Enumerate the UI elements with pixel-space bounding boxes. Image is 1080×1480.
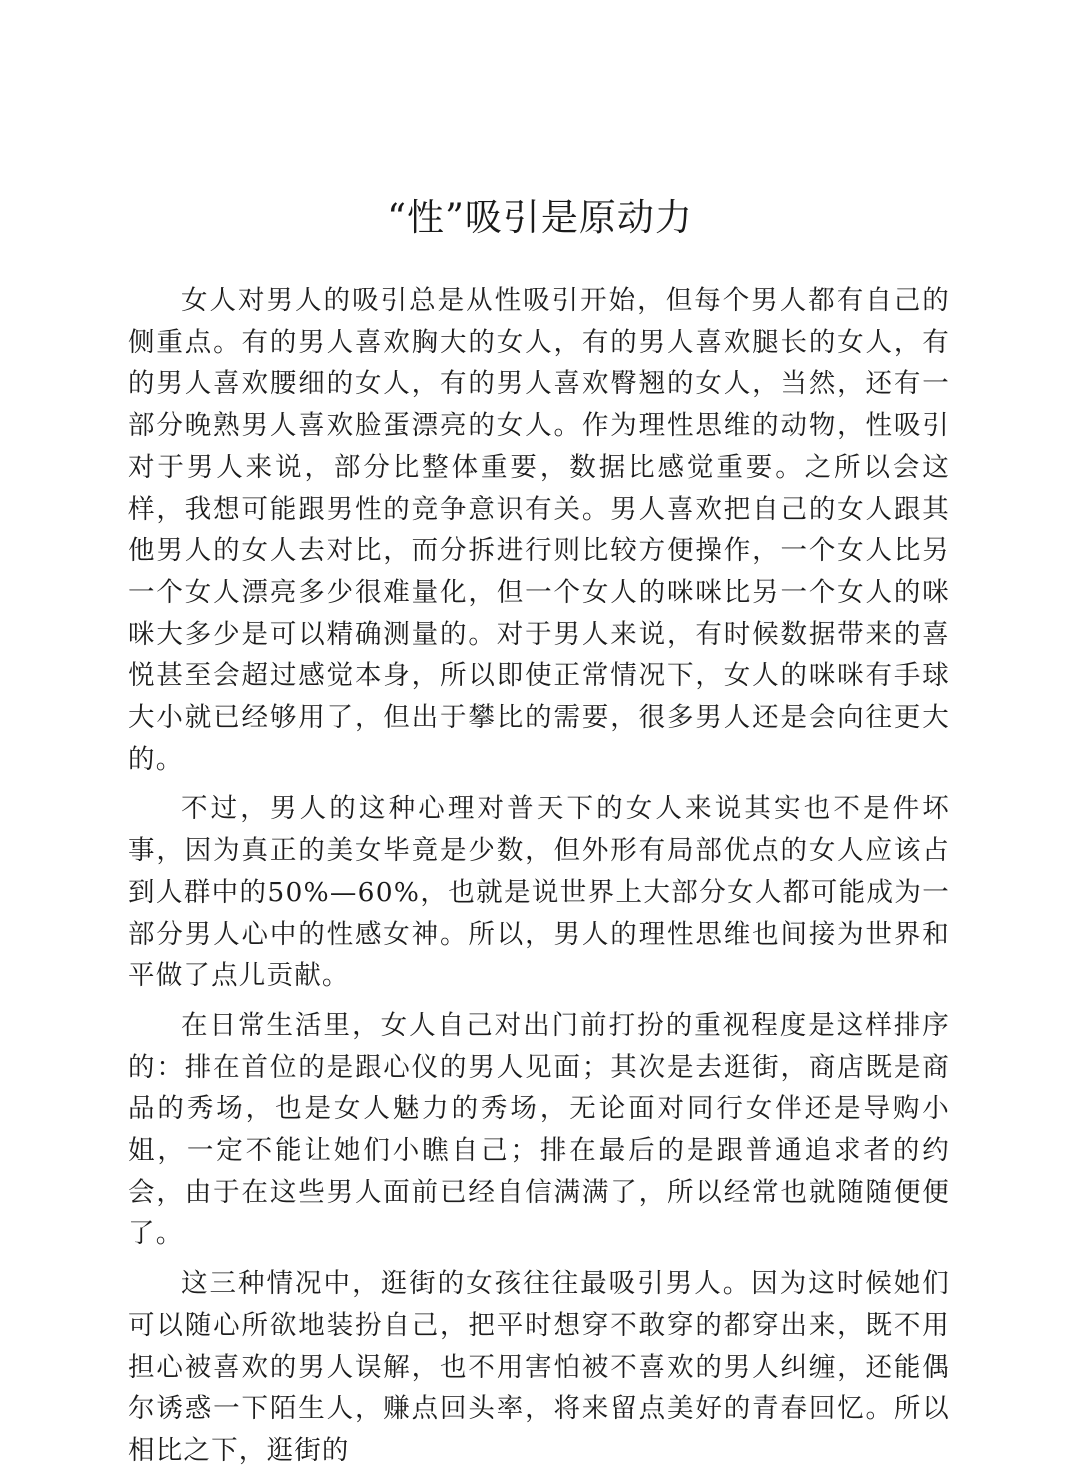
- chapter-title: “性”吸引是原动力: [387, 196, 693, 239]
- paragraph-3: 在日常生活里，女人自己对出门前打扮的重视程度是这样排序的：排在首位的是跟心仪的男人见面；其次是去逛街，商店既是商品的秀场，也是女人魅力的秀场，无论面对同行女伴还是导购小姐，一定不能让她们小瞧自己；排在最后的是跟普通追求者的约会，由于在这些男人面前已经自信满满了，所以经常也就随随便便了。: [128, 1009, 950, 1250]
- paragraph-2: 不过，男人的这种心理对普天下的女人来说其实也不是件坏事，因为真正的美女毕竟是少数，但外形有局部优点的女人应该占到人群中的50%—60%，也就是说世界上大部分女人都可能成为一部分男人心中的性感女神。所以，男人的理性思维也间接为世界和平做了点儿贡献。: [128, 793, 950, 992]
- paragraph-1: 女人对男人的吸引总是从性吸引开始，但每个男人都有自己的侧重点。有的男人喜欢胸大的女人，有的男人喜欢腿长的女人，有的男人喜欢腰细的女人，有的男人喜欢臀翘的女人，当然，还有一部分晚熟男人喜欢脸蛋漂亮的女人。作为理性思维的动物，性吸引对于男人来说，部分比整体重要，数据比感觉重要。之所以会这样，我想可能跟男性的竞争意识有关。男人喜欢把自己的女人跟其他男人的女人去对比，而分拆进行则比较方便操作，一个女人比另一个女人漂亮多少很难量化，但一个女人的咪咪比另一个女人的咪咪大多少是可以精确测量的。对于男人来说，有时候数据带来的喜悦甚至会超过感觉本身，所以即使正常情况下，女人的咪咪有手球大小就已经够用了，但出于攀比的需要，很多男人还是会向往更大的。: [128, 285, 950, 775]
- paragraph-4: 这三种情况中，逛街的女孩往往最吸引男人。因为这时候她们可以随心所欲地装扮自己，把平时想穿不敢穿的都穿出来，既不用担心被喜欢的男人误解，也不用害怕被不喜欢的男人纠缠，还能偶尔诱惑一下陌生人，赚点回头率，将来留点美好的青春回忆。所以相比之下，逛街的: [128, 1268, 950, 1466]
- chapter-body: [128, 280, 950, 1480]
